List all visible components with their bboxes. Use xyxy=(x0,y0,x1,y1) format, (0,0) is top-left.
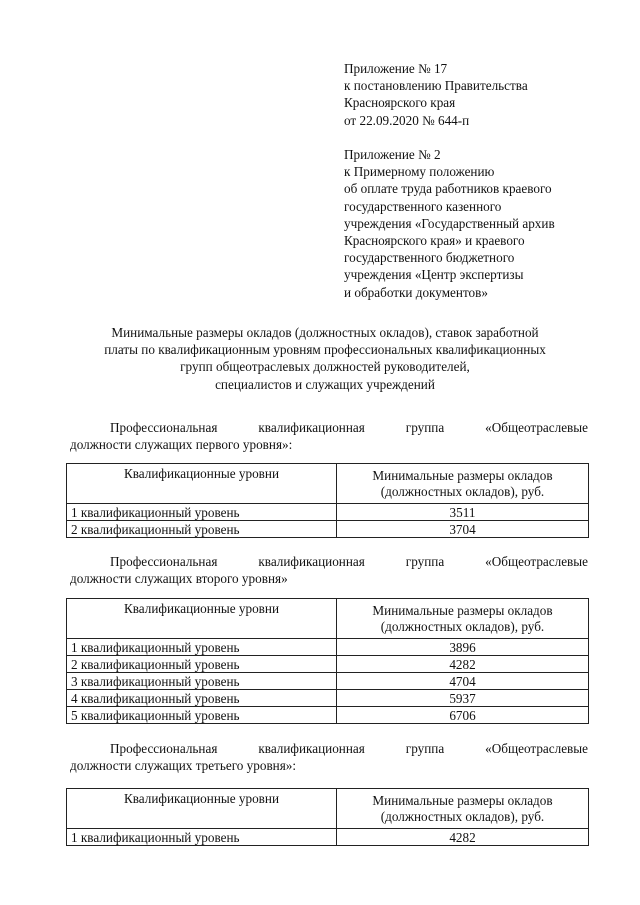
level-cell: 2 квалификационный уровень xyxy=(67,521,337,538)
level-cell: 3 квалификационный уровень xyxy=(67,673,337,690)
table-row xyxy=(67,673,589,690)
caption-word: «Общеотраслевые xyxy=(485,420,588,435)
caption-word: группа xyxy=(405,741,445,756)
level-cell: 1 квалификационный уровень xyxy=(67,639,337,656)
level-cell: 5 квалификационный уровень xyxy=(67,707,337,724)
title-line: платы по квалификационным уровням профессиональных квалификационных xyxy=(104,342,546,358)
level-cell: 4 квалификационный уровень xyxy=(67,690,337,707)
header-level: Квалификационные уровни xyxy=(67,789,337,829)
table-row xyxy=(67,690,589,707)
salary-cell: 4704 xyxy=(337,673,589,690)
salary-cell: 3511 xyxy=(337,504,589,521)
caption-word: Профессиональная xyxy=(110,554,218,569)
caption-word: квалификационная xyxy=(258,420,365,435)
caption-word: Профессиональная xyxy=(110,420,218,435)
header-salary: Минимальные размеры окладов (должностных окладов), руб. xyxy=(337,464,589,504)
caption-word: «Общеотраслевые xyxy=(485,741,588,756)
level-cell: 1 квалификационный уровень xyxy=(67,504,337,521)
appendix-17-line: от 22.09.2020 № 644-п xyxy=(344,112,470,128)
group-3-table xyxy=(66,788,589,846)
table-row xyxy=(67,829,589,846)
level-cell: 2 квалификационный уровень xyxy=(67,656,337,673)
document-title xyxy=(60,324,590,393)
appendix-2-line: и обработки документов» xyxy=(344,284,488,300)
appendix-17-line: Красноярского края xyxy=(344,95,456,111)
table-row xyxy=(67,656,589,673)
table-row xyxy=(67,504,589,521)
appendix-2-block xyxy=(344,146,614,301)
appendix-2-line: учреждения «Центр экспертизы xyxy=(344,267,524,283)
title-line: групп общеотраслевых должностей руководителей, xyxy=(180,359,470,375)
appendix-2-line: государственного бюджетного xyxy=(344,250,515,266)
appendix-17-line: Приложение № 17 xyxy=(344,61,448,76)
appendix-2-line: к Примерному положению xyxy=(344,164,495,180)
salary-cell: 4282 xyxy=(337,656,589,673)
salary-cell: 5937 xyxy=(337,690,589,707)
header-level: Квалификационные уровни xyxy=(67,599,337,639)
caption-word: группа xyxy=(405,420,445,435)
caption-line: должности служащих второго уровня» xyxy=(70,571,288,587)
group-1-table xyxy=(66,463,589,538)
caption-word: квалификационная xyxy=(258,554,365,569)
header-level: Квалификационные уровни xyxy=(67,464,337,504)
group-2-caption xyxy=(70,553,588,587)
appendix-2-line: об оплате труда работников краевого xyxy=(344,181,552,197)
appendix-2-line: Красноярского края» и краевого xyxy=(344,233,525,249)
group-2-table xyxy=(66,598,589,724)
appendix-2-line: учреждения «Государственный архив xyxy=(344,215,555,231)
appendix-17-line: к постановлению Правительства xyxy=(344,78,528,94)
title-line: Минимальные размеры окладов (должностных окладов), ставок заработной xyxy=(111,325,539,340)
appendix-17-block xyxy=(344,60,614,129)
caption-word: группа xyxy=(405,554,445,569)
appendix-2-line: государственного казенного xyxy=(344,198,502,214)
caption-word: квалификационная xyxy=(258,741,365,756)
group-1-caption xyxy=(70,419,588,453)
salary-cell: 3704 xyxy=(337,521,589,538)
header-salary: Минимальные размеры окладов (должностных окладов), руб. xyxy=(337,599,589,639)
level-cell: 1 квалификационный уровень xyxy=(67,829,337,846)
caption-word: «Общеотраслевые xyxy=(485,554,588,569)
caption-word: Профессиональная xyxy=(110,741,218,756)
caption-line: должности служащих первого уровня»: xyxy=(70,437,293,453)
caption-line: должности служащих третьего уровня»: xyxy=(70,758,297,774)
salary-cell: 6706 xyxy=(337,707,589,724)
table-row xyxy=(67,521,589,538)
header-salary: Минимальные размеры окладов (должностных окладов), руб. xyxy=(337,789,589,829)
appendix-2-line: Приложение № 2 xyxy=(344,147,441,162)
title-line: специалистов и служащих учреждений xyxy=(215,376,435,392)
salary-cell: 3896 xyxy=(337,639,589,656)
table-row xyxy=(67,707,589,724)
table-row xyxy=(67,639,589,656)
group-3-caption xyxy=(70,740,588,774)
salary-cell: 4282 xyxy=(337,829,589,846)
